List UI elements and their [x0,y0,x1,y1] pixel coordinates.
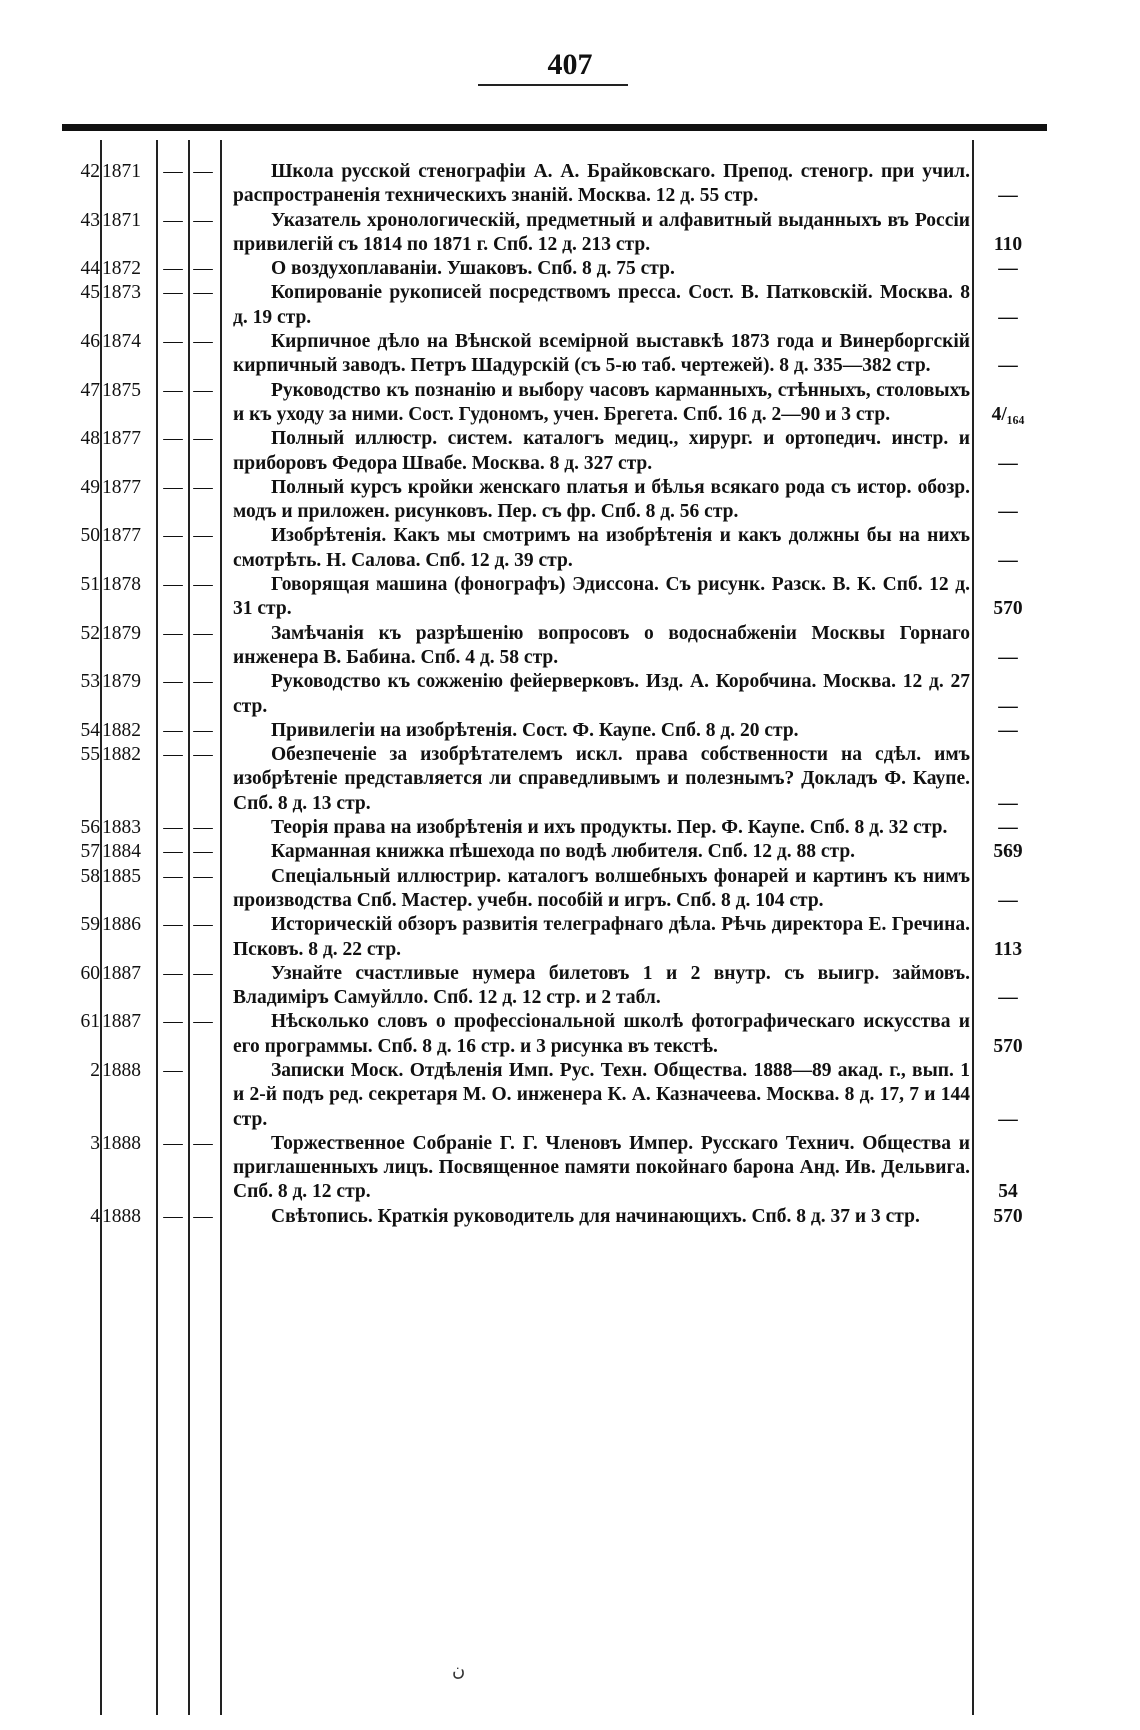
entry-dash-1: — [163,331,183,353]
entry-year: 1887 [102,962,141,984]
entry-text: Школа русской стенографіи А. А. Брайковскаго. Препод. стеногр. при учил. распространенія техническихъ знаній. Москва. 12 д. 55 стр. [233,161,970,207]
entry-reference: — [998,646,1018,668]
entry-dash-2: — [193,476,213,498]
entry-dash-2: — [193,962,213,984]
entry-year: 1888 [102,1132,141,1154]
entry-number: 4 [90,1205,100,1227]
table-row [0,840,1140,864]
entry-text: Руководство къ сожженію фейерверковъ. Изд. А. Коробчина. Москва. 12 д. 27 стр. [233,671,970,717]
table-row [0,719,1140,743]
entry-reference: — [998,185,1018,207]
entry-reference: 113 [993,938,1023,960]
entry-reference: — [998,549,1018,571]
entry-number: 51 [80,574,100,596]
entry-reference: — [998,1108,1018,1130]
entry-text: Изобрѣтенія. Какъ мы смотримъ на изобрѣтенія и какъ должны бы на нихъ смотрѣть. Н. Салова. Спб. 12 д. 39 стр. [233,525,970,571]
entry-number: 55 [80,744,100,766]
entry-number: 45 [80,282,100,304]
entry-number: 44 [80,258,100,280]
entry-reference: — [998,355,1018,377]
table-row [0,160,1140,209]
entry-year: 1879 [102,671,141,693]
table-row [0,743,1140,816]
entry-reference: — [998,719,1018,741]
entry-text: Привилегіи на изобрѣтенія. Сост. Ф. Каупе. Спб. 8 д. 20 стр. [271,719,799,741]
table-row [0,962,1140,1011]
table-row [0,865,1140,914]
entry-year: 1888 [102,1059,141,1081]
entry-dash-2: — [193,817,213,839]
table-row [0,670,1140,719]
entry-dash-2: — [193,525,213,547]
entry-dash-1: — [163,719,183,741]
entry-text: Карманная книжка пѣшехода по водѣ любителя. Спб. 12 д. 88 стр. [271,841,856,863]
entry-year: 1875 [102,379,141,401]
entry-dash-1: — [163,1132,183,1154]
entry-number: 60 [80,962,100,984]
entry-dash-1: — [163,209,183,231]
table-row [0,209,1140,258]
entry-dash-2: — [193,1132,213,1154]
entry-reference: 570 [993,598,1023,620]
table-row [0,1205,1140,1229]
entry-text: Замѣчанія къ разрѣшенію вопросовъ о водоснабженіи Москвы Горнаго инженера В. Бабина. Спб. 4 д. 58 стр. [233,622,970,668]
entry-year: 1885 [102,865,141,887]
entry-dash-1: — [163,744,183,766]
entry-year: 1877 [102,428,141,450]
entry-year: 1873 [102,282,141,304]
entry-number: 2 [90,1059,100,1081]
entry-year: 1871 [102,209,141,231]
entry-reference: 569 [993,841,1023,863]
table-row [0,913,1140,962]
entry-dash-1: — [163,914,183,936]
entry-dash-1: — [163,841,183,863]
entry-year: 1886 [102,914,141,936]
entry-number: 48 [80,428,100,450]
entry-dash-2: — [193,161,213,182]
entry-text: Кирпичное дѣло на Вѣнской всемірной выставкѣ 1873 года и Винерборгскій кирпичный заводъ. Петръ Шадурскій (съ 5-ю таб. чертежей). 8 д. 335—382 стр. [233,331,970,377]
entry-text: Руководство къ познанію и выбору часовъ карманныхъ, стѣнныхъ, столовыхъ и къ уходу за ними. Сост. Гудономъ, учен. Брегета. Спб. 16 д. 2—90 и 3 стр. [233,379,970,425]
entry-dash-1: — [163,428,183,450]
entry-number: 46 [80,331,100,353]
entry-dash-2: — [193,914,213,936]
entry-number: 3 [90,1132,100,1154]
entry-reference: — [998,987,1018,1009]
entry-dash-2: — [193,574,213,596]
entry-dash-1: — [163,1011,183,1033]
table-row [0,1010,1140,1059]
page-number-rule [478,84,628,86]
entry-reference: — [998,792,1018,814]
entry-text: Полный курсъ кройки женскаго платья и бѣлья всякаго рода съ истор. обозр. модъ и приложен. рисунковъ. Пер. съ фр. Спб. 8 д. 56 стр. [233,476,970,523]
entry-dash-1: — [163,574,183,596]
entry-year: 1874 [102,331,141,353]
entry-text: Полный иллюстр. систем. каталогъ медиц., хирург. и ортопедич. инстр. и приборовъ Федора Швабе. Москва. 8 д. 327 стр. [233,428,970,474]
entry-dash-2: — [193,622,213,644]
entry-dash-1: — [163,622,183,644]
entry-dash-1: — [163,161,183,182]
entry-dash-2: — [193,379,213,401]
entry-year: 1872 [102,258,141,280]
entry-number: 49 [80,476,100,498]
entry-dash-1: — [163,379,183,401]
table-row [0,524,1140,573]
entry-year: 1882 [102,744,141,766]
entry-reference: — [998,452,1018,474]
entry-dash-1: — [163,258,183,280]
entry-reference: — [998,501,1018,523]
entry-dash-2: — [193,1011,213,1033]
entry-reference: 4/₁₆₄ [991,403,1025,425]
entry-dash-2: — [193,258,213,280]
table-row [0,1059,1140,1132]
entry-year: 1877 [102,525,141,547]
entry-year: 1878 [102,574,141,596]
entry-number: 42 [80,161,100,182]
entry-dash-2: — [193,719,213,741]
entry-reference: — [998,817,1018,839]
entry-number: 50 [80,525,100,547]
entry-dash-2: — [193,331,213,353]
entry-dash-1: — [163,282,183,304]
entry-text: О воздухоплаваніи. Ушаковъ. Спб. 8 д. 75 стр. [271,258,675,280]
entry-dash-2: — [193,428,213,450]
entry-dash-2: — [193,841,213,863]
entry-dash-1: — [163,671,183,693]
entry-dash-2: — [193,865,213,887]
entry-reference: 570 [993,1035,1023,1057]
table-row [0,379,1140,428]
table-row [0,476,1140,525]
entry-year: 1879 [102,622,141,644]
entry-text: Обезпеченіе за изобрѣтателемъ искл. права собственности на сдѣл. имъ изобрѣтеніе представляется ли справедливымъ и полезнымъ? Докладъ Ф. Каупе. Спб. 8 д. 13 стр. [233,744,970,814]
entry-dash-1: — [163,525,183,547]
entry-text: Спеціальный иллюстрир. каталогъ волшебныхъ фонарей и картинъ къ нимъ производства Спб. Мастер. учебн. пособій и игръ. Спб. 8 д. 104 стр. [233,865,970,911]
table-top-rule [62,124,1047,131]
entry-text: Узнайте счастливые нумера билетовъ 1 и 2 внутр. съ выигр. займовъ. Владиміръ Самуйлло. Спб. 12 д. 12 стр. и 2 табл. [233,962,970,1009]
entry-year: 1877 [102,476,141,498]
entry-reference: 570 [993,1205,1023,1227]
print-mark: ن [452,1660,466,1680]
entry-dash-1: — [163,962,183,984]
entry-reference: — [998,695,1018,717]
entry-text: Свѣтопись. Краткія руководитель для начинающихъ. Спб. 8 д. 37 и 3 стр. [271,1205,920,1227]
entry-text: Торжественное Собраніе Г. Г. Членовъ Импер. Русскаго Технич. Общества и приглашенныхъ лицъ. Посвященное памяти покойнаго барона Анд. Ив. Дельвига. Спб. 8 д. 12 стр. [233,1132,970,1203]
entry-text: Историческій обзоръ развитія телеграфнаго дѣла. Рѣчь директора Е. Гречина. Псковъ. 8 д. 22 стр. [233,914,970,960]
entry-year: 1871 [102,161,141,182]
entry-reference: 110 [993,233,1023,255]
entry-dash-1: — [163,476,183,498]
page-number: 407 [547,48,593,81]
entry-reference: — [998,258,1018,280]
entry-dash-1: — [163,865,183,887]
entry-number: 58 [80,865,100,887]
entry-number: 53 [80,671,100,693]
entry-text: Нѣсколько словъ о профессіональной школѣ фотографическаго искусства и его программы. Спб. 8 д. 16 стр. и 3 рисунка въ текстѣ. [233,1011,970,1057]
table-row [0,622,1140,671]
entry-year: 1884 [102,841,141,863]
table-row [0,1132,1140,1205]
entry-year: 1882 [102,719,141,741]
table-row [0,257,1140,281]
entry-number: 56 [80,817,100,839]
entry-year: 1888 [102,1205,141,1227]
entry-dash-1: — [163,1059,183,1081]
entry-dash-2: — [193,209,213,231]
table-row [0,816,1140,840]
entry-text: Говорящая машина (фонографъ) Эдиссона. Съ рисунк. Разск. В. К. Спб. 12 д. 31 стр. [233,574,970,620]
entry-dash-1: — [163,1205,183,1227]
table-row [0,427,1140,476]
entry-dash-1: — [163,817,183,839]
entry-number: 59 [80,914,100,936]
table-row [0,281,1140,330]
entry-reference: 54 [998,1181,1018,1203]
entry-reference: — [998,889,1018,911]
entry-number: 52 [80,622,100,644]
entry-text: Записки Моск. Отдѣленія Имп. Рус. Техн. Общества. 1888—89 акад. г., вып. 1 и 2-й подъ ред. секретаря М. О. инженера К. А. Казначеева. Москва. 8 д. 17, 7 и 144 стр. [233,1059,970,1130]
entry-text: Указатель хронологическій, предметный и алфавитный выданныхъ въ Россіи привилегій съ 1814 по 1871 г. Спб. 12 д. 213 стр. [233,209,970,255]
entry-number: 61 [80,1011,100,1033]
entry-year: 1883 [102,817,141,839]
entry-reference: — [998,306,1018,328]
entry-dash-2: — [193,282,213,304]
entry-number: 54 [80,719,100,741]
entry-number: 43 [80,209,100,231]
entry-year: 1887 [102,1011,141,1033]
entry-number: 57 [80,841,100,863]
entry-dash-2: — [193,1205,213,1227]
entry-number: 47 [80,379,100,401]
entry-dash-2: — [193,744,213,766]
entry-text: Теорія права на изобрѣтенія и ихъ продукты. Пер. Ф. Каупе. Спб. 8 д. 32 стр. [271,817,948,839]
table-row [0,330,1140,379]
entries-table [0,160,1140,1229]
entry-dash-2: — [193,671,213,693]
entry-text: Копированіе рукописей посредствомъ пресса. Сост. В. Патковскій. Москва. 8 д. 19 стр. [233,282,970,328]
table-row [0,573,1140,622]
